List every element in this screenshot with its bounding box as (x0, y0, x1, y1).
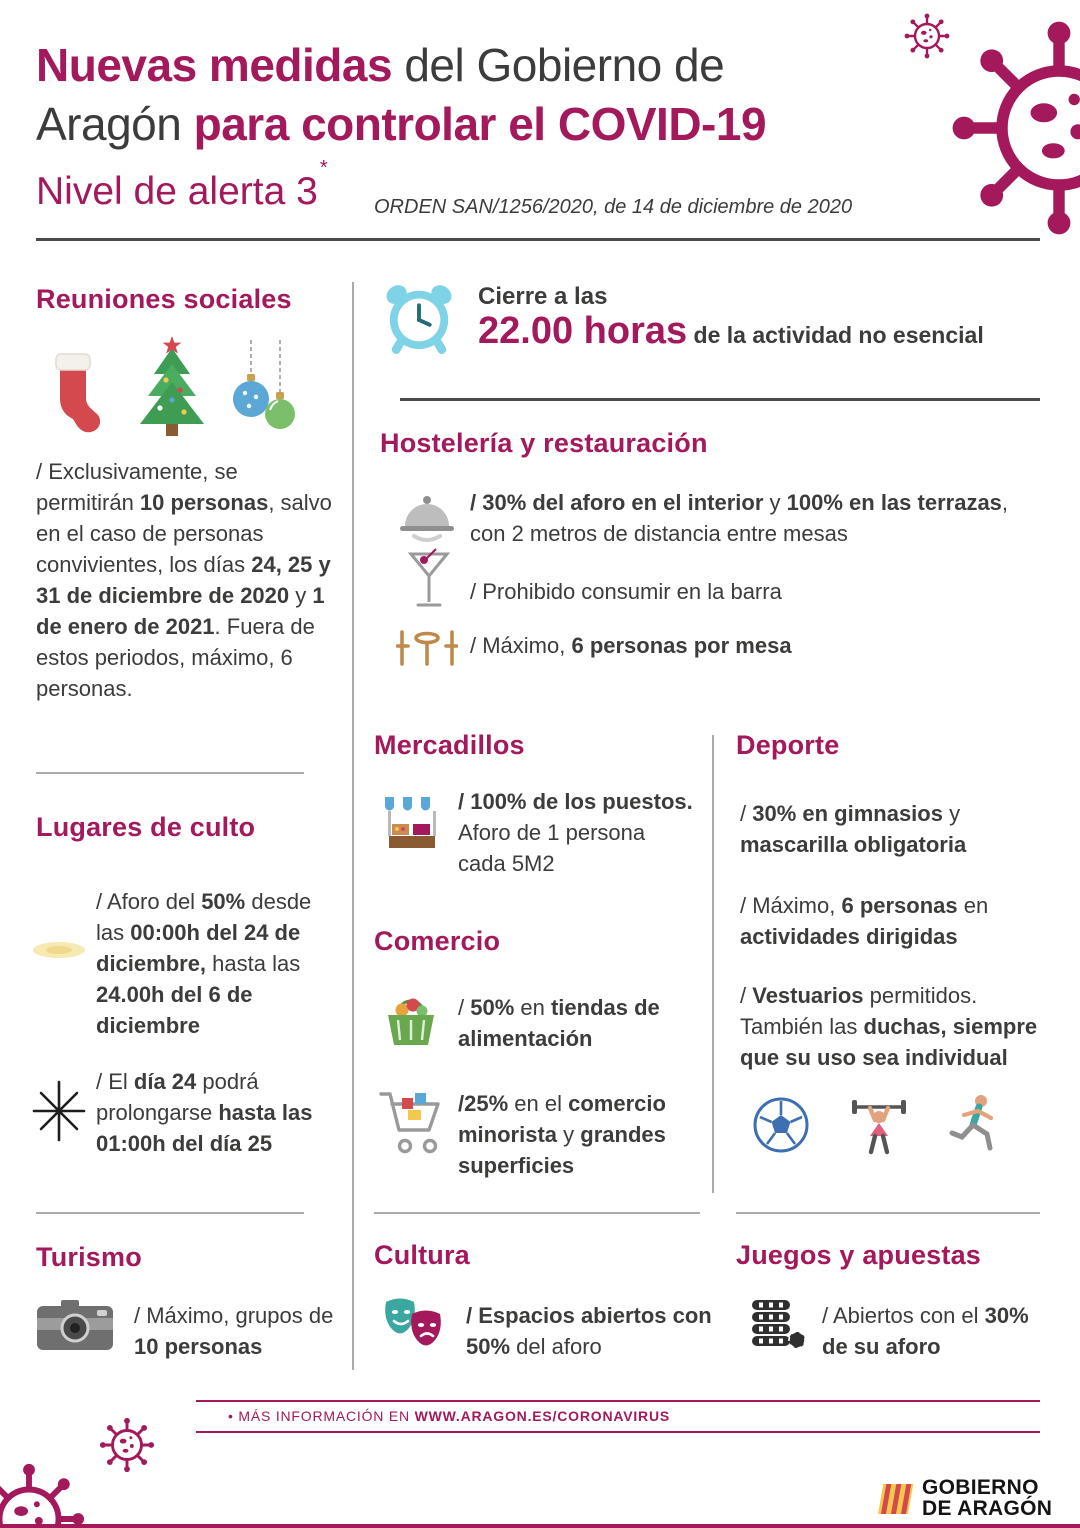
closure-divider (400, 398, 1040, 401)
footer-info-link[interactable]: • MÁS INFORMACIÓN EN WWW.ARAGON.ES/CORONAVIRUS (228, 1408, 671, 1424)
page-title (36, 36, 766, 154)
market-stall-icon (382, 792, 442, 852)
hosteleria-item-1: / 30% del aforo en el interior y 100% en las terrazas, con 2 metros de distancia entre mesas (470, 490, 1009, 546)
section-title-culto: Lugares de culto (36, 812, 256, 842)
alert-asterisk: * (319, 157, 328, 179)
footer-divider-bottom (196, 1431, 1040, 1433)
vertical-divider (712, 735, 714, 1193)
vertical-divider (352, 282, 354, 1370)
grocery-basket-icon (382, 990, 440, 1050)
turismo-item-1: / Máximo, grupos de 10 personas (134, 1303, 334, 1359)
closure-time: 22.00 horas (478, 310, 688, 352)
star-sparkle-icon (28, 1080, 90, 1142)
shopping-cart-icon (378, 1084, 444, 1158)
comercio-item-2: /25% en el comercio minorista y grandes superficies (458, 1091, 666, 1178)
page-title-line-2: Aragón para controlar el COVID-19 (36, 98, 767, 150)
table-and-chairs-icon (396, 626, 458, 668)
camera-icon (36, 1296, 114, 1354)
cocktail-glass-icon (408, 548, 450, 612)
divider (36, 772, 304, 774)
culto-item-1: / Aforo del 50% desde las 00:00h del 24 de diciembre, hasta las 24.00h del 6 de diciembre (96, 889, 312, 1038)
candle-glow-icon (28, 922, 90, 977)
coronavirus-footer-large-icon (0, 1460, 88, 1528)
section-title-comercio: Comercio (374, 926, 501, 956)
weightlifter-icon (848, 1094, 910, 1156)
christmas-ornaments-icon (230, 340, 300, 438)
section-title-juegos: Juegos y apuestas (736, 1240, 982, 1270)
runner-icon (946, 1092, 1002, 1154)
logo-text (922, 1478, 1052, 1519)
page-bottom-rule (0, 1524, 1080, 1528)
footer-divider-top (196, 1400, 1040, 1402)
soccer-ball-icon (752, 1096, 810, 1154)
coronavirus-small-icon (903, 12, 951, 60)
logo-text-line-1: GOBIERNO (922, 1476, 1039, 1499)
christmas-stocking-icon (40, 344, 102, 436)
christmas-tree-icon (128, 334, 216, 440)
theater-masks-icon (380, 1294, 448, 1356)
mercadillos-item-1: / 100% de los puestos. Aforo de 1 persona cada 5M2 (458, 789, 693, 876)
section-title-turismo: Turismo (36, 1242, 142, 1272)
poker-chips-icon (748, 1292, 806, 1352)
divider (736, 1212, 1040, 1214)
alert-level (36, 157, 328, 214)
section-title-reuniones: Reuniones sociales (36, 284, 292, 314)
food-tray-icon (398, 492, 456, 542)
juegos-item-1: / Abiertos con el 30% de su aforo (822, 1303, 1029, 1359)
alert-level-text: Nivel de alerta 3 (36, 170, 318, 213)
divider (36, 1212, 304, 1214)
gobierno-de-aragon-logo (876, 1478, 1052, 1519)
reuniones-text: / Exclusivamente, se permitirán 10 personas, salvo en el caso de personas convivientes, los días 24, 25 y 31 de diciembre de 2020 y 1 de enero de 2021. Fuera de estos periodos, máximo, 6 personas. (36, 459, 332, 701)
deporte-item-3: / Vestuarios permitidos. También las duchas, siempre que su uso sea individual (740, 983, 1038, 1070)
section-title-cultura: Cultura (374, 1240, 470, 1270)
order-reference: ORDEN SAN/1256/2020, de 14 de diciembre de 2020 (374, 196, 853, 218)
page-title-line-1: Nuevas medidas del Gobierno de (36, 39, 725, 91)
cultura-item-1: / Espacios abiertos con 50% del aforo (466, 1303, 712, 1359)
culto-item-2: / El día 24 podrá prolongarse hasta las 01:00h del día 25 (96, 1069, 313, 1156)
section-title-deporte: Deporte (736, 730, 840, 760)
hosteleria-item-2: / Prohibido consumir en la barra (470, 579, 782, 604)
aragon-flag-icon (876, 1480, 914, 1518)
comercio-item-1: / 50% en tiendas de alimentación (458, 995, 660, 1051)
header-divider (36, 238, 1040, 241)
coronavirus-large-icon (945, 14, 1080, 242)
coronavirus-footer-small-icon (98, 1416, 156, 1474)
closure-intro: Cierre a las (478, 283, 608, 310)
section-title-mercadillos: Mercadillos (374, 730, 525, 760)
deporte-item-1: / 30% en gimnasios y mascarilla obligatoria (740, 801, 967, 857)
closure-suffix: de la actividad no esencial (687, 322, 984, 348)
divider (374, 1212, 700, 1214)
alarm-clock-icon (382, 280, 456, 356)
closure-line (478, 310, 984, 353)
logo-text-line-2: DE ARAGÓN (922, 1496, 1053, 1520)
section-title-hosteleria: Hostelería y restauración (380, 428, 708, 458)
deporte-item-2: / Máximo, 6 personas en actividades dirigidas (740, 893, 989, 949)
hosteleria-item-3: / Máximo, 6 personas por mesa (470, 633, 792, 658)
